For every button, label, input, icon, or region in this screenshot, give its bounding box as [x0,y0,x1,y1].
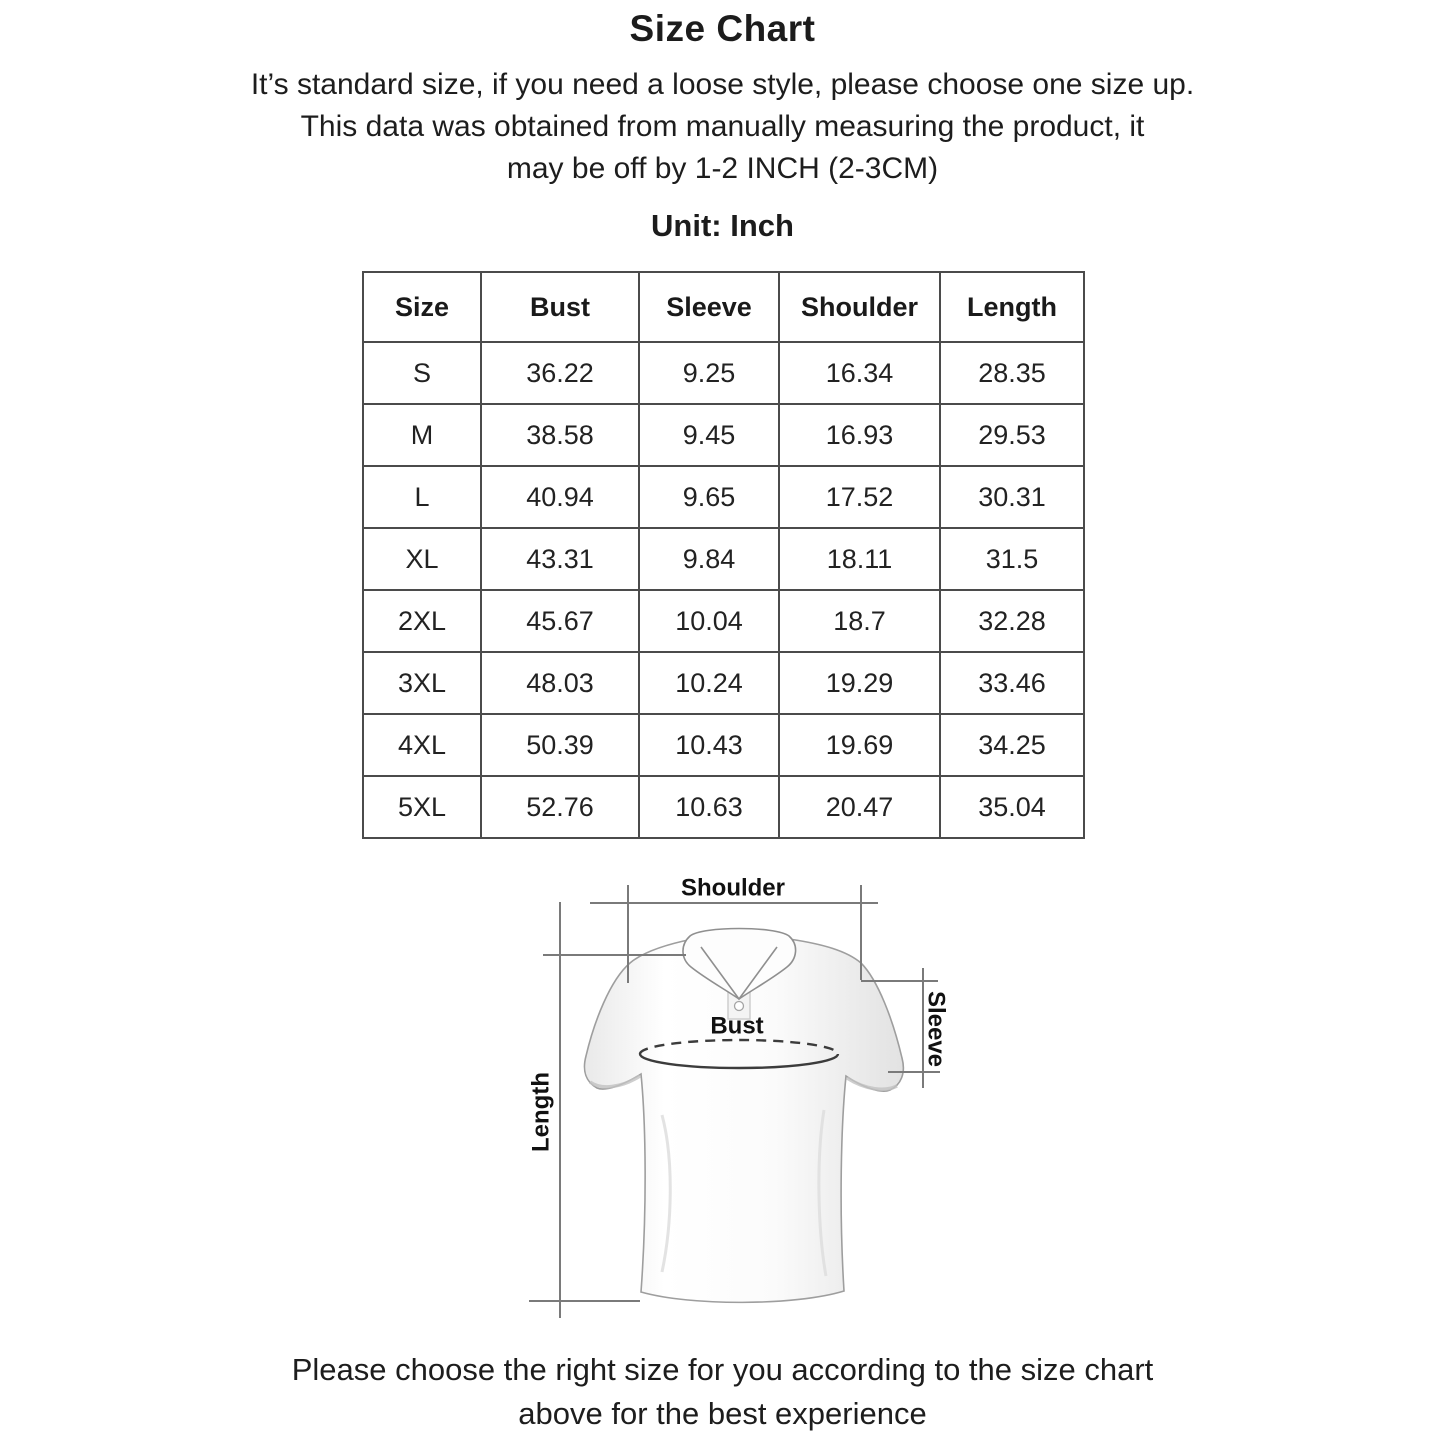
header-row [363,272,1084,342]
measurement-cell: 19.29 [779,652,940,714]
measurement-cell: 10.04 [639,590,779,652]
measurement-cell: 28.35 [940,342,1084,404]
measurement-cell: 10.43 [639,714,779,776]
measurement-cell: 38.58 [481,404,639,466]
measurement-cell: 48.03 [481,652,639,714]
measurement-cell: 10.63 [639,776,779,838]
polo-shirt-illustration [584,929,903,1303]
size-cell: 4XL [363,714,481,776]
measurement-cell: 16.34 [779,342,940,404]
measurement-cell: 9.65 [639,466,779,528]
size-cell: L [363,466,481,528]
measurement-cell: 29.53 [940,404,1084,466]
footer-note-line-2: above for the best experience [518,1396,927,1431]
table-row [363,404,1084,466]
measurement-cell: 50.39 [481,714,639,776]
size-table-header [363,272,1084,342]
table-row [363,590,1084,652]
size-table [362,271,1085,839]
measurement-cell: 19.69 [779,714,940,776]
measurement-cell: 31.5 [940,528,1084,590]
size-note-line-2: This data was obtained from manually measuring the product, it [300,110,1145,143]
column-header: Size [363,272,481,342]
measurement-cell: 30.31 [940,466,1084,528]
measurement-cell: 9.25 [639,342,779,404]
sleeve-label: Sleeve [922,990,950,1068]
measurement-cell: 16.93 [779,404,940,466]
measurement-cell: 10.24 [639,652,779,714]
measurement-cell: 52.76 [481,776,639,838]
size-note [0,64,1445,190]
table-row [363,528,1084,590]
shoulder-label: Shoulder [680,874,786,902]
table-row [363,714,1084,776]
measurement-cell: 43.31 [481,528,639,590]
column-header: Bust [481,272,639,342]
shirt-button [735,1002,744,1011]
size-table-body [363,342,1084,838]
measurement-cell: 18.7 [779,590,940,652]
measurement-cell: 40.94 [481,466,639,528]
measurement-cell: 9.45 [639,404,779,466]
bust-label: Bust [710,1012,764,1040]
table-row [363,342,1084,404]
footer-note-line-1: Please choose the right size for you according to the size chart [291,1352,1154,1387]
unit-label: Unit: Inch [651,208,794,243]
measurement-cell: 20.47 [779,776,940,838]
size-note-line-3: may be off by 1-2 INCH (2-3CM) [506,152,939,185]
measurement-cell: 33.46 [940,652,1084,714]
measurement-cell: 32.28 [940,590,1084,652]
column-header: Length [940,272,1084,342]
column-header: Shoulder [779,272,940,342]
size-cell: 2XL [363,590,481,652]
column-header: Sleeve [639,272,779,342]
measurement-cell: 17.52 [779,466,940,528]
size-note-line-1: It’s standard size, if you need a loose style, please choose one size up. [250,68,1195,101]
measurement-cell: 9.84 [639,528,779,590]
table-row [363,652,1084,714]
page-title: Size Chart [629,8,816,49]
size-cell: S [363,342,481,404]
size-cell: 3XL [363,652,481,714]
table-row [363,776,1084,838]
measurement-cell: 18.11 [779,528,940,590]
measurement-cell: 45.67 [481,590,639,652]
measurement-cell: 35.04 [940,776,1084,838]
size-cell: XL [363,528,481,590]
table-row [363,466,1084,528]
size-cell: M [363,404,481,466]
footer-note [0,1348,1445,1436]
shirt-measurement-diagram [498,868,976,1336]
measurement-cell: 34.25 [940,714,1084,776]
size-cell: 5XL [363,776,481,838]
measurement-cell: 36.22 [481,342,639,404]
length-label: Length [527,1072,555,1152]
